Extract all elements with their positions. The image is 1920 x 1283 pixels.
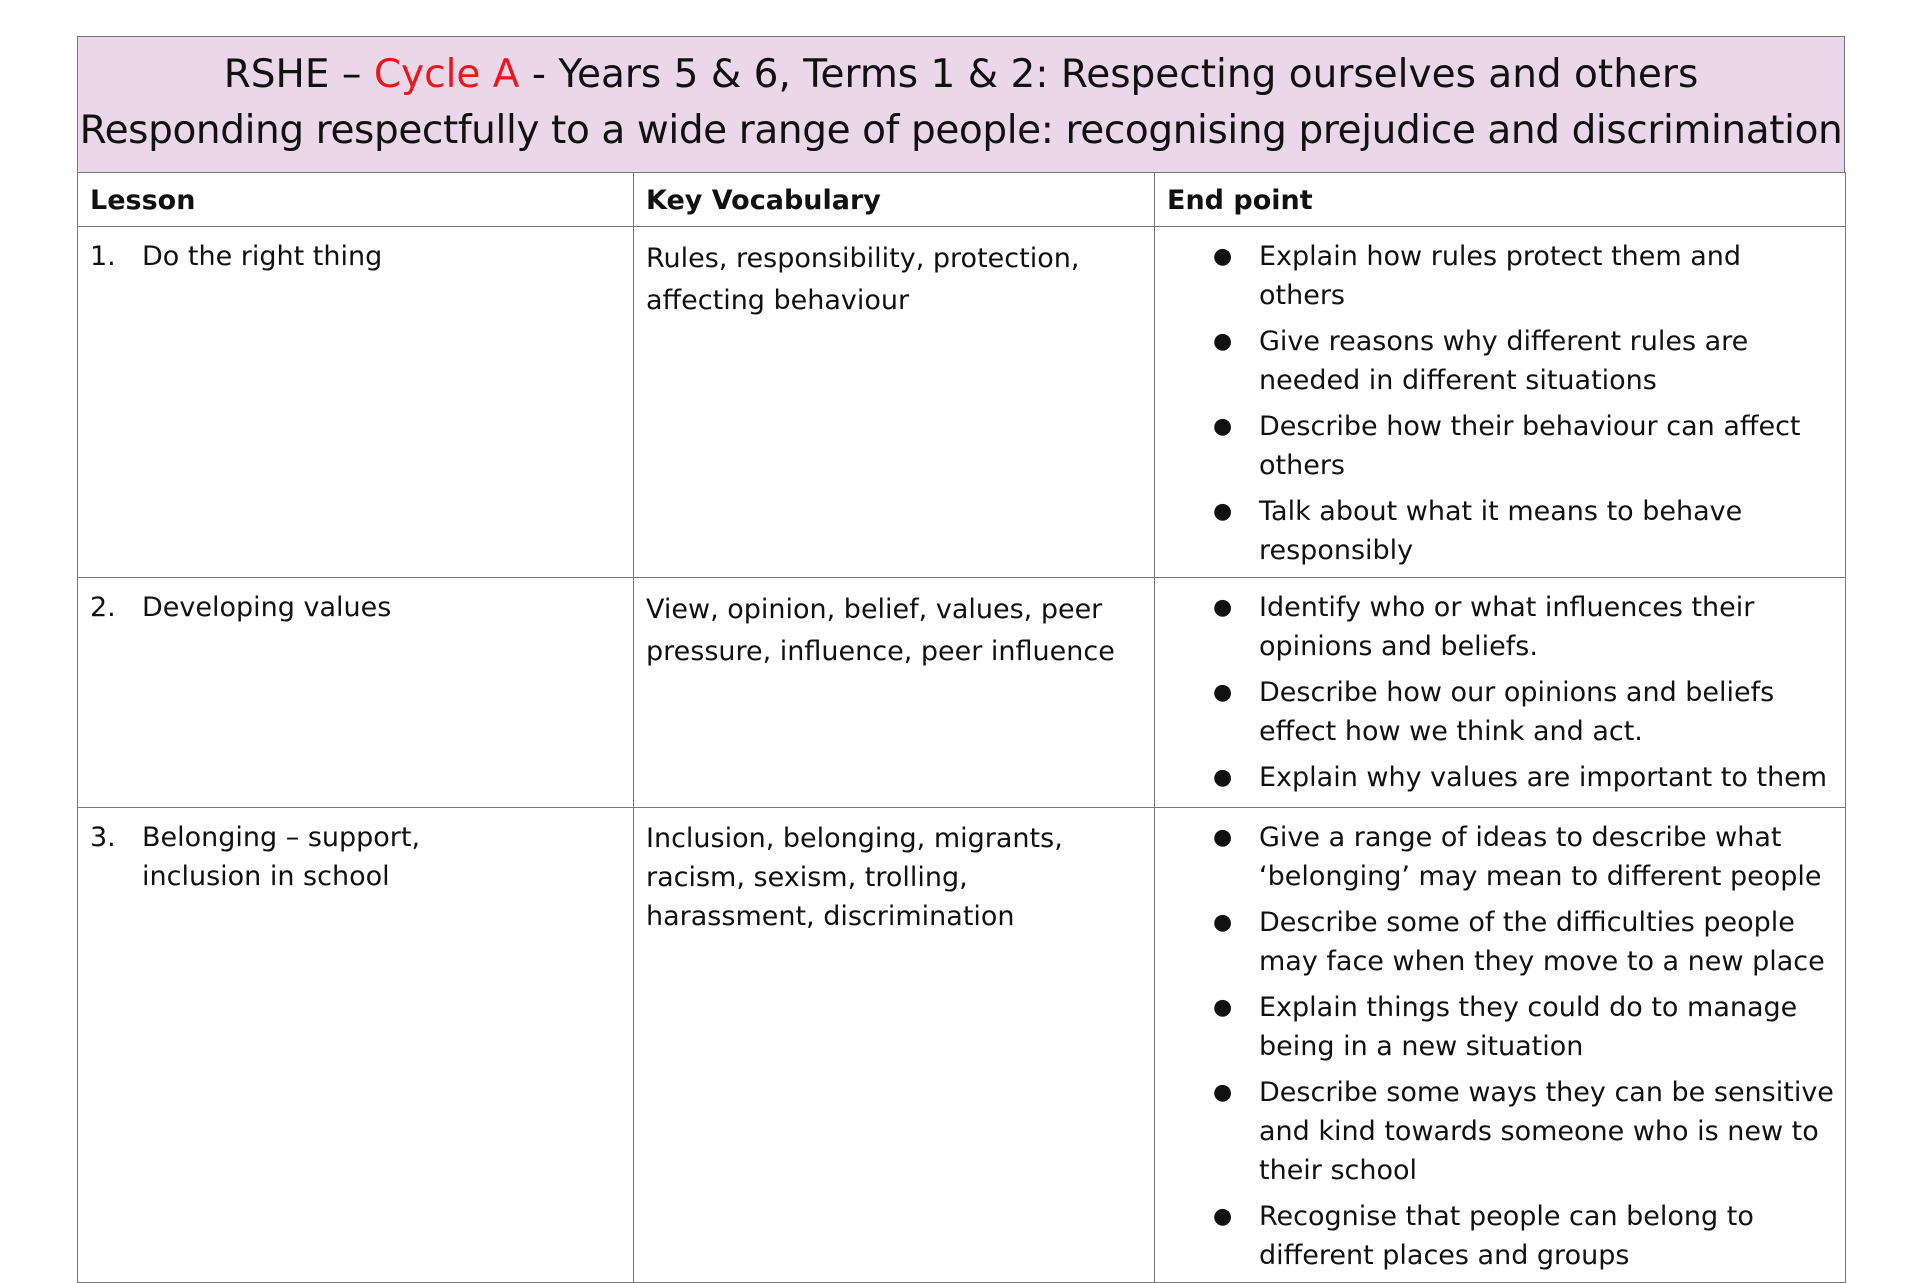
bullet-icon: ● (1213, 1080, 1233, 1105)
lesson-title: Do the right thing (142, 241, 383, 272)
end-point-item: ● Describe how our opinions and beliefs effect how we think and act. (1155, 673, 1835, 751)
end-point-item: ● Identify who or what influences their opinions and beliefs. (1155, 588, 1835, 666)
bullet-icon: ● (1213, 244, 1233, 269)
title-prefix: RSHE – (223, 52, 374, 97)
end-point-item: ● Describe some of the difficulties people may face when they move to a new place (1155, 903, 1835, 981)
document-header (77, 36, 1845, 172)
title-suffix: - Years 5 & 6, Terms 1 & 2: Respecting ourselves and others (519, 52, 1699, 97)
vocabulary-cell: Inclusion, belonging, migrants, racism, sexism, trolling, harassment, discrimination (634, 808, 1155, 1283)
table-row (78, 227, 1846, 578)
end-point-list (1155, 237, 1835, 570)
end-point-item: ● Describe how their behaviour can affect others (1155, 407, 1835, 485)
title-cycle-label: Cycle A (373, 52, 520, 97)
end-point-item: ● Describe some ways they can be sensitive and kind towards someone who is new to their school (1155, 1073, 1835, 1190)
lesson-table (77, 172, 1846, 1283)
bullet-icon: ● (1213, 499, 1233, 524)
vocabulary-cell: View, opinion, belief, values, peer pressure, influence, peer influence (634, 578, 1155, 808)
lesson-title: Belonging – support, inclusion in school (142, 822, 421, 892)
bullet-icon: ● (1213, 414, 1233, 439)
lesson-cell (78, 227, 634, 578)
bullet-icon: ● (1213, 765, 1233, 790)
column-header-end-point: End point (1155, 173, 1846, 227)
bullet-icon: ● (1213, 825, 1233, 850)
lesson-number: 2. (90, 592, 116, 623)
end-point-item: ● Explain things they could do to manage being in a new situation (1155, 988, 1835, 1066)
table-row (78, 808, 1846, 1283)
bullet-icon: ● (1213, 910, 1233, 935)
table-header-row (78, 173, 1846, 227)
end-point-item: ● Explain why values are important to them (1155, 758, 1835, 797)
end-point-cell (1155, 578, 1846, 808)
end-point-item: ● Explain how rules protect them and others (1155, 237, 1835, 315)
bullet-icon: ● (1213, 595, 1233, 620)
end-point-item: ● Talk about what it means to behave responsibly (1155, 492, 1835, 570)
bullet-icon: ● (1213, 995, 1233, 1020)
end-point-list (1155, 818, 1835, 1275)
column-header-lesson: Lesson (78, 173, 634, 227)
lesson-cell (78, 578, 634, 808)
end-point-item: ● Give reasons why different rules are needed in different situations (1155, 322, 1835, 400)
document-title (78, 37, 1844, 101)
end-point-item: ● Recognise that people can belong to different places and groups (1155, 1197, 1835, 1275)
curriculum-document (77, 36, 1845, 1283)
table-row (78, 578, 1846, 808)
end-point-cell (1155, 808, 1846, 1283)
bullet-icon: ● (1213, 1204, 1233, 1229)
document-subtitle: Responding respectfully to a wide range of people: recognising prejudice and discrimination (79, 108, 1843, 153)
end-point-cell (1155, 227, 1846, 578)
lesson-number: 1. (90, 241, 116, 272)
lesson-title: Developing values (142, 592, 392, 623)
end-point-list (1155, 588, 1835, 797)
lesson-cell (78, 808, 634, 1283)
lesson-number: 3. (90, 822, 116, 853)
column-header-key-vocabulary: Key Vocabulary (634, 173, 1155, 227)
bullet-icon: ● (1213, 680, 1233, 705)
end-point-item: ● Give a range of ideas to describe what ‘belonging’ may mean to different people (1155, 818, 1835, 896)
vocabulary-cell: Rules, responsibility, protection, affecting behaviour (634, 227, 1155, 578)
bullet-icon: ● (1213, 329, 1233, 354)
